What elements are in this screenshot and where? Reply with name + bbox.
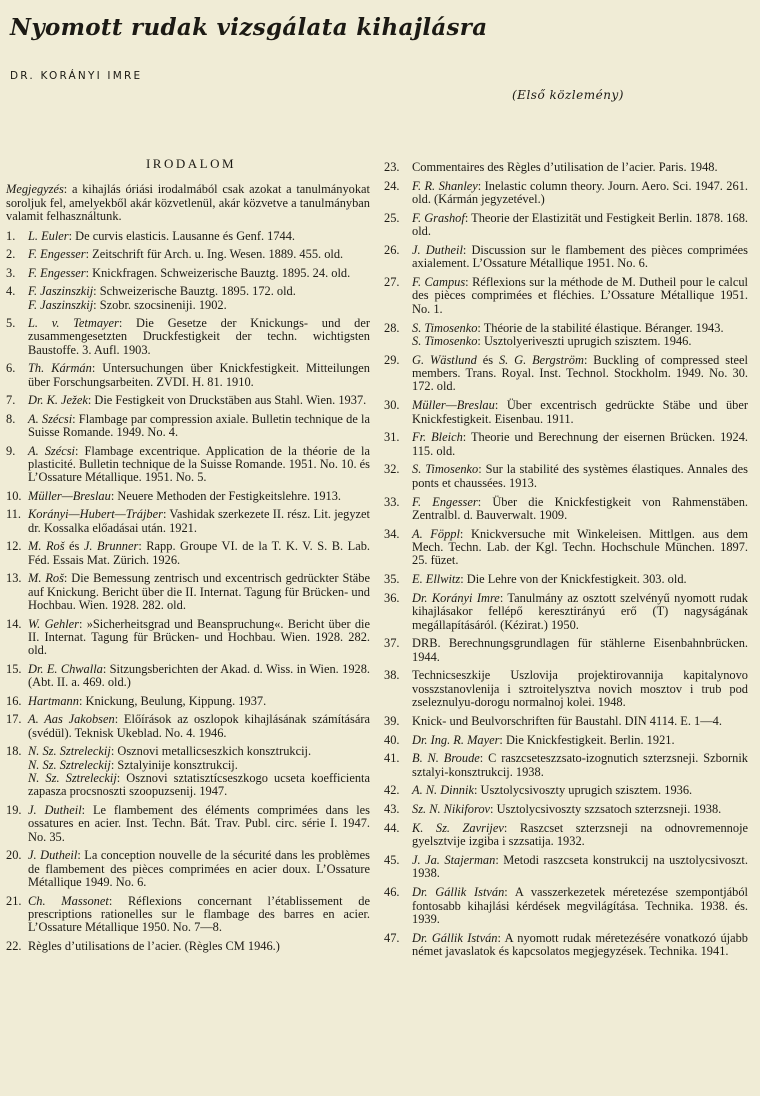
reference-number: 17. xyxy=(6,712,22,727)
reference-text: : A vasszerkezetek méretezése szempontjából fontosabb kihajlási kérdések megvilágítása. Technika. 1938. és. 1939. xyxy=(412,885,748,926)
reference-item xyxy=(6,317,370,357)
reference-item xyxy=(6,248,370,261)
reference-item xyxy=(384,399,748,426)
note-text: : a kihajlás óriási irodalmából csak azokat a tanulmányokat soroljuk fel, amelyekből akár közvetlenül, akár közvetve a tanulmányban valamit felhasználtunk. xyxy=(6,182,370,224)
reference-number: 14. xyxy=(6,616,22,631)
reference-number: 33. xyxy=(384,494,400,509)
reference-author: B. N. Broude xyxy=(412,751,480,766)
reference-number: 34. xyxy=(384,526,400,541)
reference-item xyxy=(384,322,748,349)
reference-author: F. Grashof xyxy=(412,210,465,225)
reference-item xyxy=(6,895,370,935)
reference-number: 35. xyxy=(384,572,400,587)
reference-item xyxy=(6,413,370,440)
reference-author: J. Ja. Stajerman xyxy=(412,853,496,867)
reference-author: Müller—Breslau xyxy=(412,398,495,413)
reference-text: : Die Festigkeit von Druckstäben aus Stahl. Wien. 1937. xyxy=(87,393,367,408)
reference-text: : Réflexions sur la méthode de M. Dutheil pour le calcul des pièces comprimées et fléchies. L’Ossature Métallique 1951. No. 1. xyxy=(412,275,748,316)
reference-author: S. G. Bergström xyxy=(498,352,584,367)
reference-item xyxy=(384,886,748,926)
reference-item xyxy=(384,637,748,664)
reference-item xyxy=(384,752,748,779)
reference-author: J. Dutheil xyxy=(28,848,78,863)
reference-author: Müller—Breslau xyxy=(28,488,111,503)
reference-number: 44. xyxy=(384,820,400,835)
reference-text: : Usztolycsivoszty uprugich szisztem. 1936. xyxy=(473,783,693,798)
reference-author: S. Timosenko xyxy=(412,333,478,348)
reference-item xyxy=(6,445,370,485)
reference-number: 3. xyxy=(6,265,16,280)
reference-item xyxy=(384,854,748,881)
reference-item xyxy=(384,734,748,747)
reference-text: : Sitzungsberichten der Akad. d. Wiss. in Wien. 1928. (Abt. II. a. 469. old.) xyxy=(28,661,370,690)
reference-text: Technicseszkije Uszlovija projektirovannija kapitalynovo vosszstanovlenija i sztroitelysztva novich mosztov i trub pod zseleznulyu-dorogu normalnoj kolei. 1948. xyxy=(412,668,748,710)
reference-item xyxy=(384,592,748,632)
reference-text: : Flambage excentrique. Application de la théorie de la plasticité. Bulletin technique de la Suisse Romande. 1951. No. 10. és L’Ossature Métallique. 1951. No. 5. xyxy=(28,443,371,485)
reference-number: 30. xyxy=(384,398,400,413)
reference-author: Dr. Gállik István xyxy=(412,930,498,945)
reference-item xyxy=(6,490,370,503)
section-heading: IRODALOM xyxy=(145,156,237,171)
reference-number: 26. xyxy=(384,242,400,257)
reference-text: : Über die Knickfestigkeit von Rahmenstäben. Zentralbl. d. Bauverwalt. 1909. xyxy=(412,494,748,522)
reference-number: 36. xyxy=(384,590,400,605)
reference-item xyxy=(6,362,370,389)
reference-text: : Über excentrisch gedrückte Stäbe und über Knickfestigkeit. Eisenbau. 1911. xyxy=(412,398,748,426)
reference-item xyxy=(384,354,748,394)
reference-text: Règles d’utilisations de l’acier. (Règles CM 1946.) xyxy=(28,938,280,953)
reference-text: : Osznovi sztatisztícseszkogo ucseta koefficienta zapasza procsnoszti szoopuzsenij. 1947. xyxy=(28,771,370,799)
reference-author: J. Brunner xyxy=(83,539,139,554)
reference-item xyxy=(6,713,370,740)
reference-number: 41. xyxy=(384,751,400,766)
reference-item xyxy=(384,669,748,709)
reference-author: K. Sz. Zavrijev xyxy=(412,820,504,835)
reference-item xyxy=(6,695,370,708)
reference-author: J. Dutheil xyxy=(412,242,463,257)
reference-item xyxy=(384,161,748,174)
reference-text: : Untersuchungen über Knickfestigkeit. Mitteilungen über Forschungsarbeiten. ZVDI. H. 81. 1910. xyxy=(28,361,370,389)
reference-item xyxy=(384,212,748,239)
reference-author: A. Aas Jakobsen xyxy=(28,712,115,727)
reference-number: 6. xyxy=(6,361,16,376)
reference-text: : Die Knickfestigkeit. Berlin. 1921. xyxy=(499,732,675,747)
reference-number: 21. xyxy=(6,893,22,908)
note-label: Megjegyzés xyxy=(6,182,64,197)
reference-text: : A nyomott rudak méretezésére vonatkozó újabb német javaslatok és kapcsolatos megjegyzések. Technika. 1941. xyxy=(412,930,748,959)
reference-item xyxy=(6,618,370,658)
reference-text: : Zeitschrift für Arch. u. Ing. Wesen. 1889. 455. old. xyxy=(85,247,344,262)
reference-author: L. Euler xyxy=(28,228,69,243)
reference-number: 19. xyxy=(6,802,22,817)
reference-number: 43. xyxy=(384,802,400,817)
reference-item xyxy=(6,230,370,243)
reference-text: Commentaires des Règles d’utilisation de l’acier. Paris. 1948. xyxy=(412,160,718,174)
reference-text: : Tanulmány az osztott szelvényű nyomott rudak kihajlásakor fellépő keresztirányú erő (T) nagyságának megállapításáról. (Kézirat.) 1950. xyxy=(412,590,748,632)
reference-author: A. Szécsi xyxy=(28,411,73,426)
reference-author: Dr. Ing. R. Mayer xyxy=(412,732,500,747)
note-paragraph xyxy=(6,183,370,223)
reference-item xyxy=(384,528,748,568)
reference-author: Th. Kármán xyxy=(28,361,92,376)
reference-author: A. Föppl xyxy=(412,526,460,541)
left-column xyxy=(6,157,370,958)
reference-item xyxy=(384,276,748,316)
reference-item xyxy=(6,849,370,889)
reference-text: : Theorie der Elastizität und Festigkeit Berlin. 1878. 168. old. xyxy=(412,210,748,239)
reference-number: 20. xyxy=(6,848,22,863)
reference-text: : Inelastic column theory. Journ. Aero. Sci. 1947. 261. old. (Kármán jegyzetével.) xyxy=(412,178,748,207)
reference-number: 42. xyxy=(384,783,400,798)
reference-text: : C raszcseteszzsato-izognutich szterzsneji. Szbornik sztalyi-konsztrukcij. 1938. xyxy=(412,751,748,779)
reference-number: 12. xyxy=(6,539,22,554)
reference-author: N. Sz. Sztreleckij xyxy=(28,744,111,759)
reference-text: : De curvis elasticis. Lausanne és Genf. 1744. xyxy=(68,228,296,243)
reference-item xyxy=(6,508,370,535)
reference-number: 11. xyxy=(6,507,22,522)
reference-text: DRB. Berechnungsgrundlagen für stählerne Eisenbahnbrücken. 1944. xyxy=(412,636,748,664)
reference-text: : Metodi raszcseta konstrukcij na usztolycsivoszt. 1938. xyxy=(412,853,748,881)
reference-number: 4. xyxy=(6,284,16,299)
reference-author: M. Roš xyxy=(28,571,64,586)
reference-text: : Réflexions concernant l’établissement de prescriptions rationelles sur le flambage des barres en acier. L’Ossature Métallique 1950. No. 7—8. xyxy=(28,893,370,935)
reference-number: 16. xyxy=(6,693,22,708)
reference-list-left xyxy=(6,230,370,954)
reference-item xyxy=(6,663,370,690)
reference-item xyxy=(384,803,748,816)
reference-author: Dr. K. Ježek xyxy=(28,393,88,408)
right-column xyxy=(384,161,748,964)
reference-author: M. Roš xyxy=(28,539,65,554)
reference-author: G. Wästlund xyxy=(412,352,477,367)
reference-author: S. Timosenko xyxy=(412,320,478,335)
reference-text: : Die Gesetze der Knickungs- und der zusammengesetzten Druckfestigkeit der techn. wichtigsten Baustoffe. 3. Aufl. 1903. xyxy=(28,316,370,357)
reference-item xyxy=(6,267,370,280)
reference-author: F. Engesser xyxy=(28,265,86,280)
reference-author: J. Dutheil xyxy=(28,802,82,817)
reference-author: N. Sz. Sztreleckij xyxy=(28,771,117,786)
reference-text: Knick- und Beulvorschriften für Baustahl. DIN 4114. E. 1—4. xyxy=(412,713,722,728)
reference-number: 13. xyxy=(6,571,22,586)
reference-number: 32. xyxy=(384,462,400,477)
author-line: DR. KORÁNYI IMRE xyxy=(10,70,143,82)
reference-item xyxy=(384,715,748,728)
reference-item xyxy=(384,431,748,458)
reference-author: F. Jaszinszkij xyxy=(28,297,94,312)
reference-author: N. Sz. Sztreleckij xyxy=(28,757,111,772)
reference-author: F. Engesser xyxy=(28,247,86,262)
reference-number: 1. xyxy=(6,228,16,243)
reference-number: 31. xyxy=(384,430,400,445)
reference-author: Dr. Korányi Imre xyxy=(412,590,500,605)
reference-item xyxy=(384,784,748,797)
reference-number: 38. xyxy=(384,668,400,683)
reference-author: Sz. N. Nikiforov xyxy=(412,802,491,817)
reference-number: 5. xyxy=(6,316,16,331)
reference-item xyxy=(6,745,370,799)
reference-author: F. Jaszinszkij xyxy=(28,284,94,299)
reference-number: 28. xyxy=(384,320,400,335)
reference-author: S. Timosenko xyxy=(412,462,479,477)
reference-number: 40. xyxy=(384,732,400,747)
reference-number: 10. xyxy=(6,488,22,503)
reference-text: : Knickversuche mit Winkeleisen. Mittlgen. aus dem Mech. Techn. Lab. der Kgl. Techn. Hochschule München. 1897. 25. füzet. xyxy=(412,526,748,568)
reference-item xyxy=(384,573,748,586)
reference-text: : Le flambement des éléments comprimées dans les ossatures en acier. Inst. Techn. Bát. Trav. Publ. circ. série I. 1947. No. 35. xyxy=(28,802,370,844)
reference-author: A. N. Dinnik xyxy=(412,783,474,798)
reference-text: : Usztolycsivoszty szzsatoch szterzsneji. 1938. xyxy=(490,802,722,817)
reference-item xyxy=(6,940,370,953)
reference-item xyxy=(6,285,370,312)
reference-author: A. Szécsi xyxy=(28,443,75,458)
reference-author: L. v. Tetmayer xyxy=(28,316,119,331)
reference-text: : Raszcset szterzsneji na odnovremennoje gyelsztvije izgiba i szzsatija. 1932. xyxy=(412,820,749,849)
reference-item xyxy=(384,244,748,271)
reference-author: F. Engesser xyxy=(412,494,478,509)
reference-item xyxy=(384,932,748,959)
reference-number: 46. xyxy=(384,885,400,900)
reference-number: 37. xyxy=(384,636,400,651)
reference-text: : Schweizerische Bauztg. 1895. 172. old. xyxy=(93,284,296,299)
subtitle: (Első közlemény) xyxy=(512,88,624,102)
reference-text: és xyxy=(476,352,499,367)
reference-number: 23. xyxy=(384,160,400,174)
reference-text: : Sztalyinije konsztrukcij. xyxy=(110,757,238,772)
reference-text: : Knickfragen. Schweizerische Bauztg. 1895. 24. old. xyxy=(85,265,351,280)
reference-author: Fr. Bleich xyxy=(412,430,463,445)
reference-author: Dr. E. Chwalla xyxy=(28,661,103,676)
reference-number: 7. xyxy=(6,393,16,408)
reference-text: : Discussion sur le flambement des pièces comprimées axialement. L’Ossature Métallique 1951. No. 6. xyxy=(412,242,748,271)
reference-text: : Neuere Methoden der Festigkeitslehre. 1913. xyxy=(110,488,342,503)
reference-text: : Szobr. szocsineniji. 1902. xyxy=(93,297,227,312)
reference-author: Korányi—Hubert—Trájber xyxy=(28,507,163,522)
reference-text: : Théorie de la stabilité élastique. Béranger. 1943. xyxy=(477,320,724,335)
reference-text: és xyxy=(64,539,84,554)
reference-number: 15. xyxy=(6,661,22,676)
reference-item xyxy=(384,463,748,490)
reference-author: Ch. Massonet xyxy=(28,893,109,908)
reference-number: 18. xyxy=(6,744,22,759)
reference-text: : Die Lehre von der Knickfestigkeit. 303. old. xyxy=(460,572,687,587)
reference-text: : Előírások az oszlopok kihajlásának számítására (svédül). Teknisk Ukeblad. No. 4. 1946. xyxy=(28,712,370,740)
reference-number: 25. xyxy=(384,210,400,225)
reference-author: W. Gehler xyxy=(28,616,79,631)
reference-item xyxy=(6,804,370,844)
reference-text: : Knickung, Beulung, Kippung. 1937. xyxy=(78,693,267,708)
reference-author: F. Campus xyxy=(412,275,466,290)
reference-text: : Osznovi metallicseszkich konsztrukcij. xyxy=(110,744,312,759)
reference-text: : Sur la stabilité des systèmes élastiques. Annales des ponts et chaussées. 1913. xyxy=(412,462,748,490)
reference-author: E. Ellwitz xyxy=(412,572,461,587)
reference-item xyxy=(384,180,748,207)
reference-text: : Flambage par compression axiale. Bulletin technique de la Suisse Romande. 1949. No. 4. xyxy=(28,411,370,440)
reference-author: Dr. Gállik István xyxy=(412,885,505,900)
reference-text: : Buckling of compressed steel members. Trans. Royal. Inst. Technol. Stockholm. 1949. No. 30. 172. old. xyxy=(412,352,748,394)
reference-item xyxy=(6,540,370,567)
reference-number: 39. xyxy=(384,713,400,728)
reference-item xyxy=(6,572,370,612)
reference-number: 29. xyxy=(384,352,400,367)
reference-text: : Usztolyeriveszti uprugich szisztem. 1946. xyxy=(477,333,692,348)
page-title: Nyomott rudak vizsgálata kihajlásra xyxy=(10,14,488,41)
reference-item xyxy=(384,822,748,849)
reference-number: 45. xyxy=(384,853,400,867)
reference-author: F. R. Shanley xyxy=(412,178,478,193)
reference-number: 22. xyxy=(6,938,22,953)
reference-item xyxy=(6,394,370,407)
reference-number: 24. xyxy=(384,178,400,193)
reference-text: : »Sicherheitsgrad und Beanspruchung«. Bericht über die II. Internat. Tagung für Brücken- und Hochbau. Wien. 1928. 282. old. xyxy=(28,616,370,658)
reference-author: Hartmann xyxy=(28,693,79,708)
reference-text: : Die Bemessung zentrisch und excentrisch gedrückter Stäbe auf Knickung. Bericht über die II. Internat. Tagung für Brücken- und Hochbau. Wien. 1928. 282. old. xyxy=(28,571,370,613)
reference-number: 9. xyxy=(6,443,16,458)
reference-text: : Rapp. Groupe VI. de la T. K. V. S. B. Lab. Féd. Essais Mat. Zürich. 1926. xyxy=(28,539,370,567)
reference-number: 2. xyxy=(6,247,16,262)
reference-text: : Theorie und Berechnung der eisernen Brücken. 1924. 115. old. xyxy=(412,430,748,458)
reference-text: : Vashidak szerkezete II. rész. Lit. jegyzet dr. Kossalka előadásai után. 1921. xyxy=(28,507,370,535)
reference-number: 27. xyxy=(384,275,400,290)
reference-list-right xyxy=(384,161,748,958)
reference-text: : La conception nouvelle de la sécurité dans les problèmes de flambement des pièces comprimées en acier doux. L’Ossature Métallique 1949. No. 6. xyxy=(28,848,370,890)
reference-number: 8. xyxy=(6,411,16,426)
reference-item xyxy=(384,496,748,523)
reference-number: 47. xyxy=(384,930,400,945)
